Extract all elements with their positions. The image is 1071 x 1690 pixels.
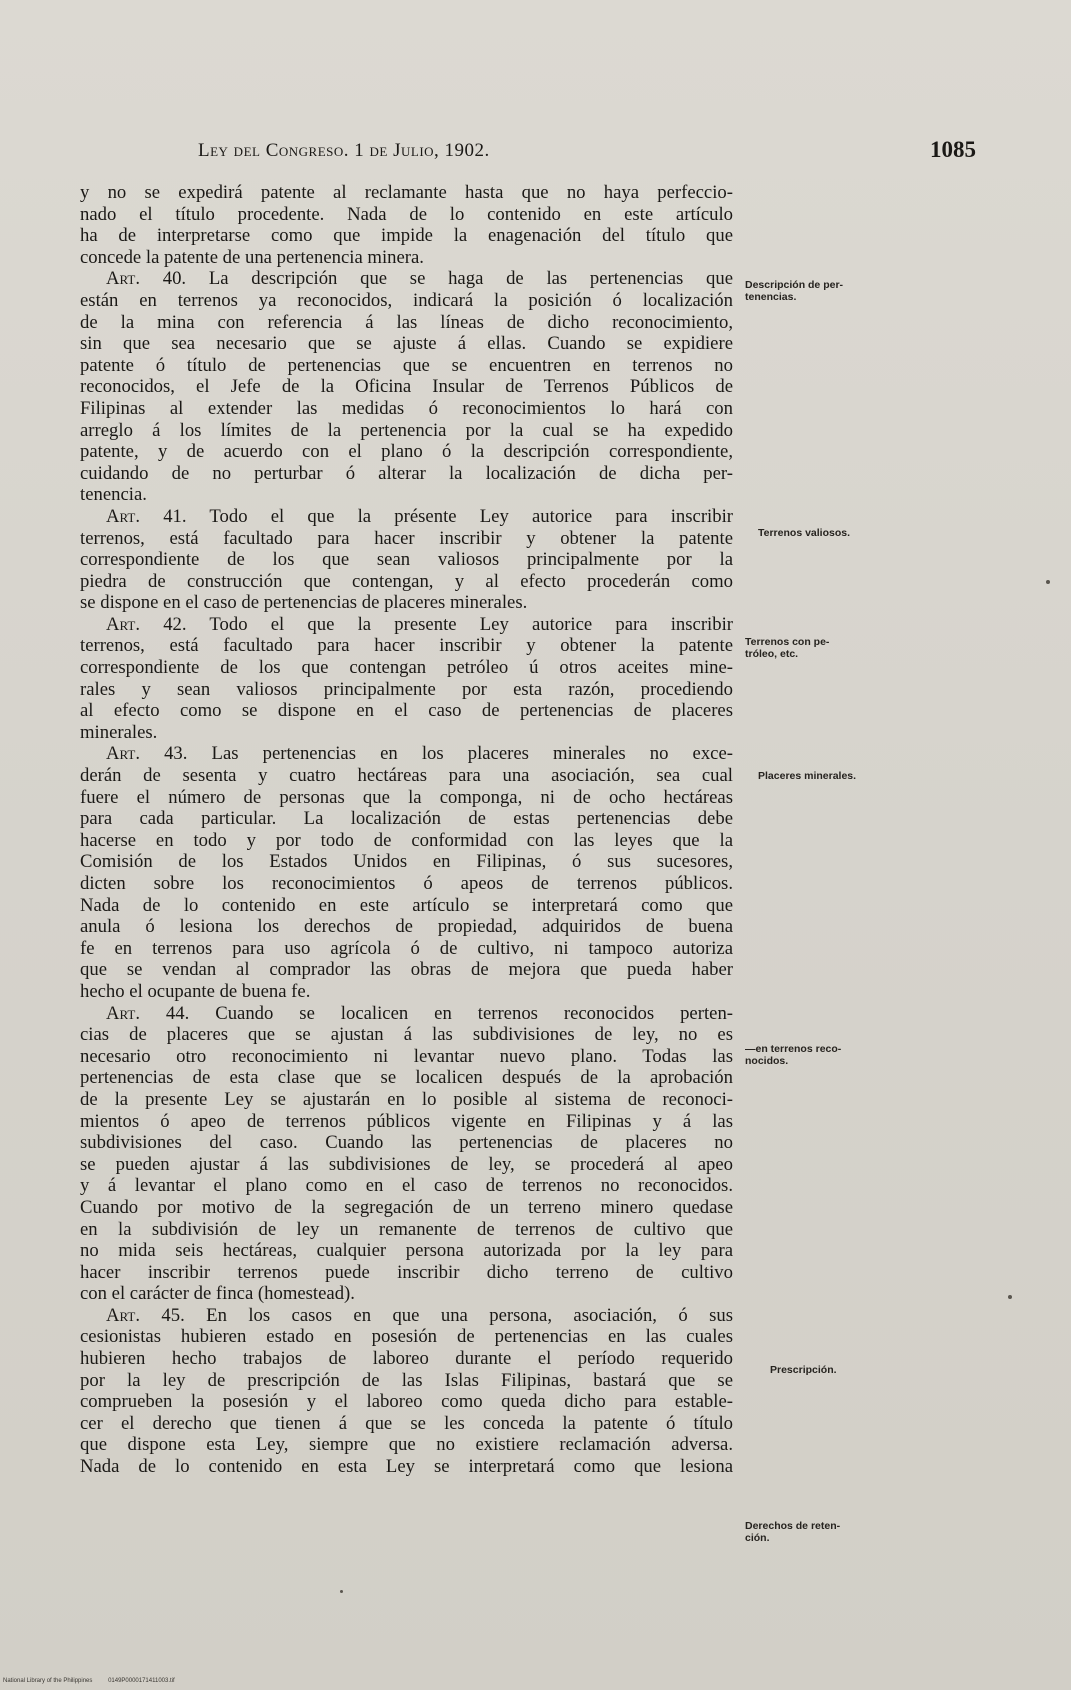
text-line: arreglo á los límites de la pertenencia por la cual se ha expedido (80, 419, 733, 441)
text-line: Nada de lo contenido en esta Ley se interpretará como que lesiona (80, 1456, 733, 1478)
text-line: correspondiente de los que contengan petróleo ú otros aceites mine- (80, 657, 733, 679)
text-line: patente, y de acuerdo con el plano ó la descripción correspondiente, (80, 441, 733, 463)
text-line: por la ley de prescripción de las Islas Filipinas, bastará que se (80, 1369, 733, 1391)
text-line: terrenos, está facultado para hacer inscribir y obtener la patente (80, 527, 733, 549)
margin-note-terrenos-valiosos: Terrenos valiosos. (758, 527, 851, 539)
running-head: Ley del Congreso. 1 de Julio, 1902. (198, 140, 490, 161)
margin-note-prescripcion: Prescripción. (770, 1364, 837, 1376)
text-line: se pueden ajustar á las subdivisiones de ley, se procederá al apeo (80, 1153, 733, 1175)
text-line (80, 1003, 733, 1025)
text-line: sin que sea necesario que se ajuste á ellas. Cuando se expidiere (80, 333, 733, 355)
margin-note-descripcion: Descripción de per- tenencias. (745, 279, 844, 303)
text-line: comprueben la posesión y el laboreo como queda dicho para estable- (80, 1391, 733, 1413)
text-line: fuere el número de personas que la componga, ni de ocho hectáreas (80, 786, 733, 808)
text-line: para cada particular. La localización de estas pertenencias debe (80, 808, 733, 830)
text-line: Filipinas al extender las medidas ó reconocimientos lo hará con (80, 397, 733, 419)
margin-note-reconocidos: —en terrenos reco- nocidos. (745, 1043, 842, 1067)
text-line (80, 506, 733, 528)
footer-library: National Library of the Philippines (3, 1678, 93, 1684)
article-label: Art. 45. (106, 1304, 185, 1326)
article-40 (80, 268, 733, 506)
text-line: mientos ó apeo de terrenos públicos vigente en Filipinas y á las (80, 1110, 733, 1132)
article-label: Art. 43. (106, 743, 188, 765)
text-line: piedra de construcción que contengan, y al efecto procederán como (80, 570, 733, 592)
text-line: en la subdivisión de ley un remanente de terrenos de cultivo que (80, 1218, 733, 1240)
text-line: dicten sobre los reconocimientos ó apeos de terrenos públicos. (80, 873, 733, 894)
page-number: 1085 (930, 137, 976, 162)
article-label: Art. 40. (106, 268, 187, 290)
paper-speck (340, 1590, 343, 1593)
text-line: minerales. (80, 721, 158, 743)
article-41 (80, 506, 733, 614)
text-line: hubieren hecho trabajos de laboreo durante el período requerido (80, 1348, 733, 1370)
text-line: están en terrenos ya reconocidos, indicará la posición ó localización (80, 289, 733, 311)
text-line (80, 614, 733, 636)
text-line: con el carácter de finca (homestead). (80, 1283, 355, 1305)
text-line: se dispone en el caso de pertenencias de placeres minerales. (80, 592, 528, 614)
paper-speck (1008, 1295, 1012, 1299)
footer-identifier: 0149P0000171411003.tif (108, 1678, 175, 1684)
text-line: hacer inscribir terrenos puede inscribir dicho terreno de cultivo (80, 1261, 733, 1283)
text-segment: La descripción que se haga de las pertenencias que (208, 268, 734, 290)
text-line: terrenos, está facultado para hacer inscribir y obtener la patente (80, 635, 733, 657)
text-line: fe en terrenos para uso agrícola ó de cultivo, ni tampoco autoriza (80, 937, 733, 959)
text-line: tenencia. (80, 484, 147, 506)
text-segment: Todo el que la presente Ley autorice para inscribir (209, 613, 733, 635)
text-line: hecho el ocupante de buena fe. (80, 980, 311, 1002)
article-label: Art. 44. (106, 1002, 190, 1024)
text-line: reconocidos, el Jefe de la Oficina Insular de Terrenos Públicos de (80, 376, 733, 398)
margin-note-retencion: Derechos de reten- ción. (745, 1520, 841, 1544)
text-line: pertenencias de esta clase que se localicen después de la aprobación (80, 1067, 733, 1089)
text-line: subdivisiones del caso. Cuando las pertenencias de placeres no (80, 1132, 733, 1154)
text-line: de la presente Ley se ajustarán en lo posible al sistema de reconoci- (80, 1088, 733, 1110)
article-42 (80, 614, 733, 744)
text-line: y á levantar el plano como en el caso de terrenos no reconocidos. (80, 1175, 733, 1197)
text-segment: Cuando se localicen en terrenos reconocidos perten- (215, 1002, 734, 1024)
text-segment: En los casos en que una persona, asociación, ó sus (206, 1304, 733, 1326)
article-43 (80, 743, 733, 1002)
text-line: correspondiente de los que sean valiosos principalmente por la (80, 549, 733, 571)
article-44 (80, 1003, 733, 1305)
text-line (80, 1305, 733, 1327)
text-line (80, 743, 733, 765)
margin-note-placeres: Placeres minerales. (758, 770, 857, 782)
text-line: anula ó lesiona los derechos de propiedad, adquiridos de buena (80, 916, 733, 938)
text-line (80, 268, 733, 290)
text-segment: Todo el que la présente Ley autorice para inscribir (209, 505, 733, 527)
body-text (80, 182, 733, 1478)
text-line: cesionistas hubieren estado en posesión de pertenencias en las cuales (80, 1326, 733, 1348)
text-line: que se vendan al comprador las obras de mejora que pueda haber (80, 959, 733, 981)
text-line: concede la patente de una pertenencia minera. (80, 246, 424, 268)
text-line: cias de placeres que se ajustan á las subdivisiones de ley, no es (80, 1024, 733, 1046)
article-label: Art. 42. (106, 613, 187, 635)
text-line: Cuando por motivo de la segregación de un terreno minero quedase (80, 1196, 733, 1218)
text-line: derán de sesenta y cuatro hectáreas para una asociación, sea cual (80, 765, 733, 787)
text-line: hacerse en todo y por todo de conformidad con las leyes que la (80, 829, 733, 851)
paper-speck (1046, 580, 1050, 584)
text-line: no mida seis hectáreas, cualquier persona autorizada por la ley para (80, 1240, 733, 1262)
text-line: patente ó título de pertenencias que se encuentren en terrenos no (80, 354, 733, 376)
scan-footer (3, 1678, 189, 1684)
text-line: que dispone esta Ley, siempre que no existiere reclamación adversa. (80, 1434, 733, 1456)
text-line: ha de interpretarse como que impide la enagenación del título que (80, 225, 733, 247)
article-label: Art. 41. (106, 505, 187, 527)
text-line: Nada de lo contenido en este artículo se interpretará como que (80, 894, 733, 916)
text-line: nado el título procedente. Nada de lo contenido en este artículo (80, 203, 733, 225)
text-line: al efecto como se dispone en el caso de pertenencias de placeres (80, 700, 733, 722)
text-line: cer el derecho que tienen á que se les conceda la patente ó título (80, 1412, 733, 1434)
text-line: necesario otro reconocimiento ni levantar nuevo plano. Todas las (80, 1045, 733, 1067)
text-segment: Las pertenencias en los placeres minerales no exce- (211, 743, 733, 765)
text-line: Comisión de los Estados Unidos en Filipinas, ó sus sucesores, (80, 851, 733, 873)
article-45 (80, 1305, 733, 1478)
text-line: cuidando de no perturbar ó alterar la localización de dicha per- (80, 462, 733, 484)
margin-note-petroleo: Terrenos con pe- tróleo, etc. (745, 636, 830, 660)
text-line: rales y sean valiosos principalmente por esta razón, procediendo (80, 678, 733, 700)
text-line: de la mina con referencia á las líneas de dicho reconocimiento, (80, 311, 733, 333)
text-line: y no se expedirá patente al reclamante hasta que no haya perfeccio- (80, 182, 733, 203)
paragraph-intro (80, 182, 733, 268)
